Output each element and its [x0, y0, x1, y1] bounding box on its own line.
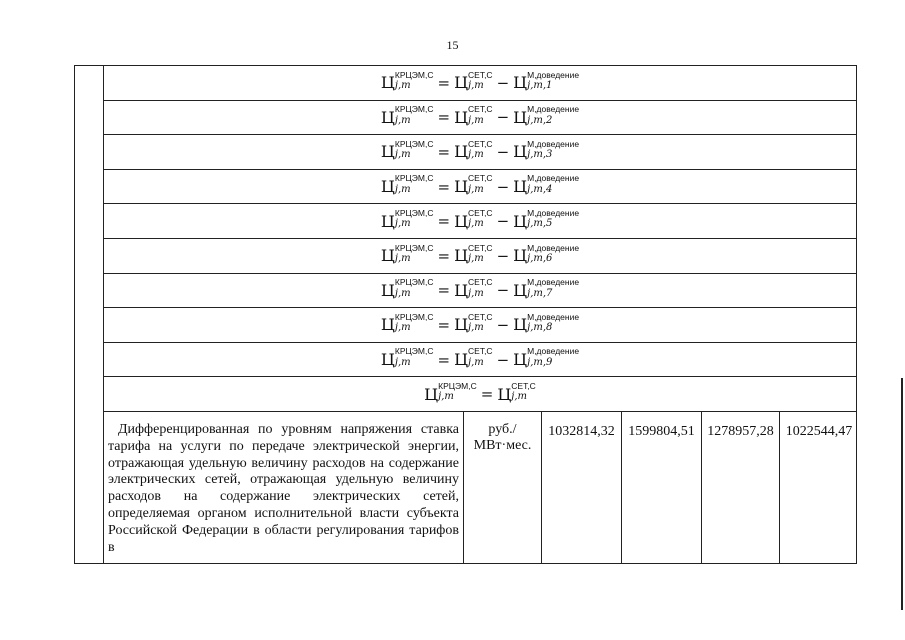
rhs1-scripts [468, 311, 493, 334]
lhs-subscript: j,m [438, 391, 454, 403]
lhs-scripts [438, 380, 477, 403]
lhs-superscript: КРЦЭМ,С [394, 104, 434, 115]
lhs-scripts [394, 277, 434, 299]
lhs-scripts [394, 311, 434, 334]
rhs2-superscript: М,доведение [527, 242, 580, 253]
rhs2-scripts [527, 242, 580, 265]
rhs1-superscript: СЕТ,С [468, 242, 493, 253]
tariff-symbol: Ц [454, 280, 469, 300]
rhs1-subscript: j,m [468, 253, 484, 264]
value-cell-2: 1599804,51 [622, 412, 702, 563]
rhs1-scripts [468, 138, 493, 161]
unit-line-2: МВт·мес. [473, 438, 532, 453]
rhs2-superscript: М,доведение [527, 104, 580, 115]
lhs-subscript: j,m [394, 183, 411, 195]
tariff-symbol: Ц [513, 142, 528, 162]
rhs2-subscript: j,m,2 [527, 114, 553, 126]
lhs-superscript: КРЦЭМ,С [394, 346, 434, 357]
tariff-symbol: Ц [454, 315, 469, 335]
tariff-symbol: Ц [513, 177, 528, 197]
lhs-subscript: j,m [394, 322, 411, 334]
rhs1-scripts [468, 69, 493, 92]
lhs-superscript: КРЦЭМ,С [394, 207, 434, 218]
rhs1-scripts [468, 104, 493, 126]
rhs1-subscript: j,m [468, 149, 484, 161]
equals-sign: = [437, 177, 451, 196]
tariff-symbol: Ц [513, 315, 528, 335]
lhs-scripts [394, 242, 434, 265]
tariff-symbol: Ц [380, 246, 395, 266]
rhs1-scripts [468, 346, 493, 368]
tariff-symbol: Ц [380, 73, 395, 93]
rhs2-scripts [527, 207, 580, 230]
formula [380, 346, 580, 370]
equals-sign: = [437, 350, 451, 369]
lhs-scripts [394, 138, 434, 161]
rhs2-scripts [527, 311, 580, 334]
formula-row [104, 170, 856, 205]
equals-sign: = [480, 385, 494, 404]
rhs2-scripts [527, 346, 580, 368]
rhs1-superscript: СЕТ,С [468, 69, 493, 80]
tariff-symbol: Ц [454, 142, 469, 162]
rhs2-subscript: j,m,9 [527, 356, 553, 368]
equals-sign: = [437, 315, 451, 334]
formula-row [104, 204, 856, 239]
rhs1-subscript: j,m [468, 183, 484, 195]
formula-row [104, 343, 856, 378]
lhs-subscript: j,m [394, 114, 411, 126]
rhs1-scripts [511, 380, 536, 403]
lhs-superscript: КРЦЭМ,С [394, 311, 434, 322]
value-cell-1: 1032814,32 [542, 412, 622, 563]
rhs2-subscript: j,m,1 [527, 80, 553, 91]
rhs2-superscript: М,доведение [527, 346, 580, 357]
minus-sign: − [496, 73, 510, 92]
rhs1-superscript: СЕТ,С [468, 138, 493, 149]
minus-sign: − [496, 350, 510, 369]
lhs-scripts [394, 173, 434, 195]
lhs-superscript: КРЦЭМ,С [394, 69, 434, 80]
rhs2-superscript: М,доведение [527, 311, 580, 322]
rhs1-subscript: j,m [468, 322, 484, 334]
formula [380, 173, 580, 197]
lhs-subscript: j,m [394, 149, 411, 161]
formula [380, 138, 580, 162]
formula-row [104, 135, 856, 170]
formula-row [104, 377, 856, 412]
lhs-superscript: КРЦЭМ,С [394, 173, 434, 184]
tariff-symbol: Ц [380, 177, 395, 197]
rhs2-subscript: j,m,5 [527, 218, 553, 230]
minus-sign: − [496, 281, 510, 300]
lhs-scripts [394, 207, 434, 230]
equals-sign: = [437, 108, 451, 127]
formula-row [104, 239, 856, 274]
unit-cell [464, 412, 542, 563]
rhs2-subscript: j,m,8 [527, 322, 553, 334]
minus-sign: − [496, 177, 510, 196]
page-number: 15 [446, 38, 459, 52]
tariff-symbol: Ц [380, 107, 395, 127]
tariff-symbol: Ц [454, 73, 469, 93]
tariff-symbol: Ц [497, 384, 512, 404]
rhs1-superscript: СЕТ,С [468, 173, 493, 184]
rhs2-scripts [527, 138, 580, 161]
lhs-superscript: КРЦЭМ,С [394, 138, 434, 149]
tariff-table [74, 65, 857, 564]
minus-sign: − [496, 142, 510, 161]
minus-sign: − [496, 212, 510, 231]
tariff-symbol: Ц [513, 107, 528, 127]
rhs2-subscript: j,m,6 [527, 253, 553, 264]
formula-row [104, 308, 856, 343]
equals-sign: = [437, 212, 451, 231]
formula [380, 207, 580, 231]
right-margin-line [901, 378, 903, 610]
formula-row [104, 274, 856, 309]
rhs2-superscript: М,доведение [527, 138, 580, 149]
tariff-symbol: Ц [424, 384, 439, 404]
value-cell-3: 1278957,28 [702, 412, 780, 563]
formula [380, 104, 580, 127]
tariff-symbol: Ц [380, 280, 395, 300]
tariff-data-row [104, 412, 856, 563]
tariff-symbol: Ц [454, 350, 469, 370]
lhs-scripts [394, 69, 434, 92]
lhs-subscript: j,m [394, 80, 411, 91]
formula-row [104, 66, 856, 101]
rhs1-superscript: СЕТ,С [468, 311, 493, 322]
tariff-symbol: Ц [454, 246, 469, 266]
formula [380, 311, 580, 335]
lhs-superscript: КРЦЭМ,С [394, 277, 434, 288]
rhs1-superscript: СЕТ,С [468, 207, 493, 218]
tariff-symbol: Ц [380, 211, 395, 231]
rhs2-subscript: j,m,7 [527, 287, 553, 299]
rhs1-scripts [468, 277, 493, 299]
tariff-symbol: Ц [513, 73, 528, 93]
unit-line-1: руб./ [488, 422, 517, 437]
tariff-symbol: Ц [513, 211, 528, 231]
rhs2-scripts [527, 104, 580, 126]
rhs1-scripts [468, 173, 493, 195]
rhs1-subscript: j,m [468, 80, 484, 91]
tariff-symbol: Ц [380, 142, 395, 162]
formula-row [104, 101, 856, 136]
rhs2-subscript: j,m,3 [527, 149, 553, 161]
tariff-symbol: Ц [454, 211, 469, 231]
lhs-scripts [394, 346, 434, 368]
tariff-symbol: Ц [380, 315, 395, 335]
lhs-subscript: j,m [394, 253, 411, 264]
left-strip-column [75, 66, 104, 563]
rhs1-subscript: j,m [468, 218, 484, 230]
lhs-superscript: КРЦЭМ,С [438, 380, 477, 391]
rhs1-scripts [468, 207, 493, 230]
minus-sign: − [496, 246, 510, 265]
formula [380, 277, 580, 300]
tariff-symbol: Ц [454, 177, 469, 197]
minus-sign: − [496, 315, 510, 334]
rhs2-scripts [527, 277, 580, 299]
lhs-subscript: j,m [394, 356, 411, 368]
equals-sign: = [437, 142, 451, 161]
rhs1-superscript: СЕТ,С [468, 346, 493, 357]
equals-sign: = [437, 281, 451, 300]
rhs2-superscript: М,доведение [527, 277, 580, 288]
rhs2-superscript: М,доведение [527, 207, 580, 218]
rhs2-superscript: М,доведение [527, 69, 580, 80]
rhs1-subscript: j,m [468, 356, 484, 368]
lhs-superscript: КРЦЭМ,С [394, 242, 434, 253]
rhs2-scripts [527, 173, 580, 195]
formula [380, 242, 580, 266]
rhs1-superscript: СЕТ,С [468, 104, 493, 115]
lhs-subscript: j,m [394, 218, 411, 230]
formula [380, 69, 580, 93]
tariff-description-cell: Дифференцированная по уровням напряжения ставка тарифа на услуги по передаче электрической энергии, отражающая удельную величину расходов на содержание электрических сетей, отражающая удельную величину расходов на содержание электрических сетей, определяемая органом исполнительной власти субъекта Российской Федерации в области регулирования тарифов в [104, 412, 464, 563]
rhs1-subscript: j,m [468, 287, 484, 299]
lhs-scripts [394, 104, 434, 126]
value-cell-4: 1022544,47 [785, 424, 853, 439]
rhs2-subscript: j,m,4 [527, 183, 553, 195]
lhs-subscript: j,m [394, 287, 411, 299]
formula [424, 380, 536, 404]
equals-sign: = [437, 246, 451, 265]
tariff-symbol: Ц [513, 350, 528, 370]
rhs1-superscript: СЕТ,С [468, 277, 493, 288]
rhs1-superscript: СЕТ,С [511, 380, 536, 391]
rhs2-scripts [527, 69, 580, 92]
tariff-symbol: Ц [513, 280, 528, 300]
minus-sign: − [496, 108, 510, 127]
rhs1-subscript: j,m [468, 114, 484, 126]
rhs1-scripts [468, 242, 493, 265]
tariff-symbol: Ц [454, 107, 469, 127]
tariff-symbol: Ц [380, 350, 395, 370]
rhs1-subscript: j,m [511, 391, 528, 403]
tariff-symbol: Ц [513, 246, 528, 266]
rhs2-superscript: М,доведение [527, 173, 580, 184]
equals-sign: = [437, 73, 451, 92]
